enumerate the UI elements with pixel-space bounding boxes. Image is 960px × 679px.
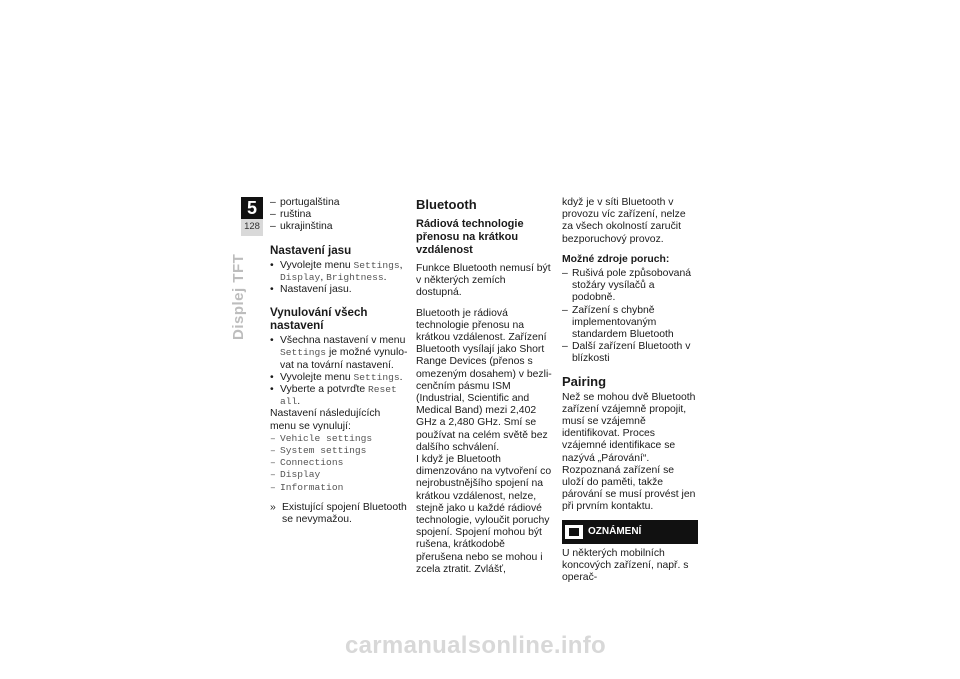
reset-heading: Vynulování všech nastavení bbox=[270, 306, 368, 333]
notice-text: U některých mobilních koncových zařízení, např. s operač- bbox=[562, 547, 689, 584]
reset-paragraph: Nastavení následujících menu se vynulují: bbox=[270, 408, 381, 432]
language-item: – portugalština bbox=[270, 197, 408, 209]
bluetooth-paragraph: Bluetooth je rádiová technologie přenosu na krátkou vzdálenost. Zařízení Bluetooth vysílají jako Short Range Devices (přenos s omezeným dosahem) v bezlicenčním pásmu ISM (Industrial, Scientific and Medical Band) mezi 2,402 GHz a 2,480 GHz. Smí se používat na celém světě bez dalšího schválení. bbox=[416, 307, 552, 453]
interference-heading: Možné zdroje poruch: bbox=[562, 253, 670, 265]
menu-name: Settings bbox=[353, 259, 400, 271]
brightness-step: • Vyvolejte menu Settings, Display, Brightness. bbox=[270, 260, 408, 284]
pairing-heading: Pairing bbox=[562, 373, 607, 389]
reset-menu-item: – System settings bbox=[270, 445, 408, 457]
chapter-number: 5 bbox=[241, 197, 263, 219]
notice-icon bbox=[565, 525, 583, 539]
interference-source: – Rušivá pole způsobovaná stožáry vysílačů a podobně. bbox=[562, 268, 698, 305]
pairing-paragraph: Než se mohou dvě Bluetooth zařízení vzájemně propojit, musí se vzájemně identifikovat. Proces vzájemné identifikace se nazývá „Párování“. Rozpoznaná zařízení se uloží do paměti, takže párování se musí provést jen při prvním kontaktu. bbox=[562, 391, 696, 513]
result-note: » Existující spojení Bluetooth se nevymažou. bbox=[270, 502, 408, 526]
bluetooth-title: Bluetooth bbox=[416, 197, 477, 212]
menu-name: Brightness bbox=[326, 271, 384, 283]
chapter-tab bbox=[241, 197, 263, 236]
menu-name: Settings bbox=[353, 371, 400, 383]
brightness-heading: Nastavení jasu bbox=[270, 243, 352, 257]
menu-name: Display bbox=[280, 271, 321, 283]
interference-source: – Zařízení s chybně implementovaným standardem Bluetooth bbox=[562, 305, 698, 342]
interference-source: – Další zařízení Bluetooth v blízkosti bbox=[562, 341, 698, 365]
column-3 bbox=[562, 197, 698, 584]
reset-step: • Vyberte a potvrďte Reset all. bbox=[270, 384, 408, 408]
reset-step: • Vyvolejte menu Settings. bbox=[270, 372, 408, 384]
brightness-step: • Nastavení jasu. bbox=[270, 284, 408, 296]
continued-paragraph: když je v síti Bluetooth v provozu víc zařízení, nelze za všech okolností zaručit bezporuchový provoz. bbox=[562, 197, 686, 245]
notice-label: OZNÁMENÍ bbox=[588, 525, 642, 537]
reset-menu-item: – Vehicle settings bbox=[270, 433, 408, 445]
reset-menu-item: – Connections bbox=[270, 457, 408, 469]
column-1 bbox=[270, 197, 408, 526]
language-item: – ukrajinština bbox=[270, 221, 408, 233]
notice-box bbox=[562, 520, 698, 544]
bluetooth-paragraph: Funkce Bluetooth nemusí být v některých zemích dostupná. bbox=[416, 263, 551, 299]
bluetooth-paragraph: I když je Bluetooth dimenzováno na vytvoření co nejrobustnějšího spojení na krátkou vzdálenost, nelze, stejně jako u každé rádiové technologie, vyloučit poruchy spojení. Spojení mohou být rušena, krátkodobě přerušena nebo se mohou i zcela ztratit. Zvlášť, bbox=[416, 454, 552, 575]
page-number: 128 bbox=[244, 221, 260, 232]
column-2 bbox=[416, 197, 552, 576]
chapter-title: Displej TFT bbox=[230, 253, 247, 340]
menu-name: Reset all bbox=[280, 384, 397, 408]
menu-name: Settings bbox=[280, 347, 327, 359]
reset-menu-item: – Information bbox=[270, 482, 408, 494]
reset-menu-item: – Display bbox=[270, 469, 408, 481]
radio-tech-heading: Rádiová technologie přenosu na krátkou vzdálenost bbox=[416, 218, 524, 256]
reset-step: • Všechna nastavení v menu Settings je možné vynulovat na tovární nastavení. bbox=[270, 335, 408, 372]
watermark: carmanualsonline.info bbox=[345, 632, 607, 659]
language-item: – ruština bbox=[270, 209, 408, 221]
